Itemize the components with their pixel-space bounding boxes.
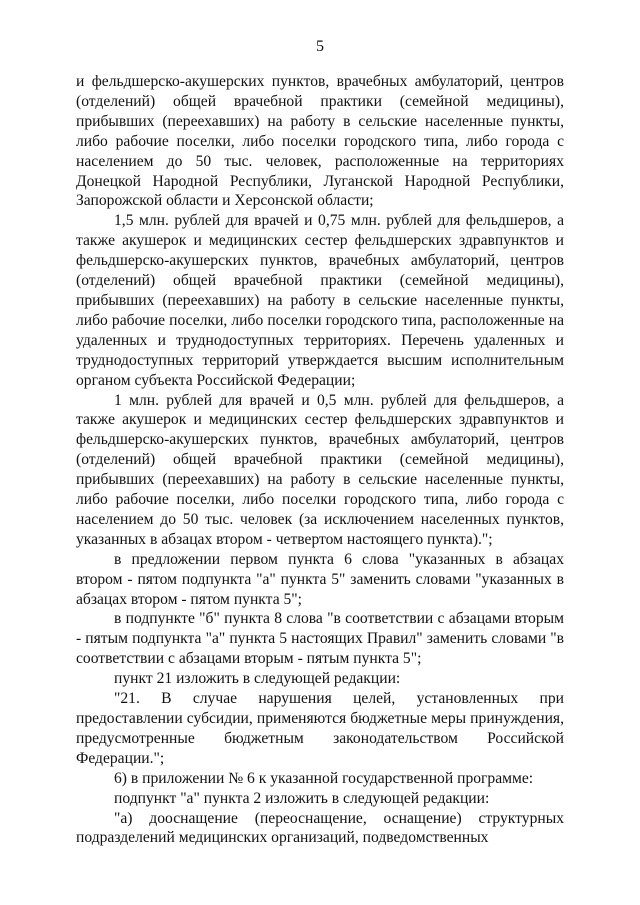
paragraph-punkt-8: в подпункте "б" пункта 8 слова "в соответствии с абзацами вторым - пятым подпункта "а" пункта 5 настоящих Правил" заменить словами "в соответствии с абзацами вторым - пятым пункта 5"; xyxy=(76,610,564,668)
page-number: 5 xyxy=(316,38,324,55)
paragraph-podpunkt-a: подпункт "а" пункта 2 изложить в следующей редакции: xyxy=(114,789,490,807)
paragraph-punkt-21: пункт 21 изложить в следующей редакции: xyxy=(114,670,401,688)
document-body xyxy=(76,72,564,848)
paragraph-1-5-mln: 1,5 млн. рублей для врачей и 0,75 млн. рублей для фельдшеров, а также акушерок и медицинских сестер фельдшерских здравпунктов и фельдшерско-акушерских пунктов, врачебных амбулаторий, центров (отделений) общей врачебной практики (семейной медицины), прибывших (переехавших) на работу в сельские населенные пункты, либо рабочие поселки, либо поселки городского типа, расположенные на удаленных и труднодоступных территориях. Перечень удаленных и труднодоступных территорий утверждается высшим исполнительным органом субъекта Российской Федерации; xyxy=(76,212,564,389)
paragraph-1-mln: 1 млн. рублей для врачей и 0,5 млн. рублей для фельдшеров, а также акушерок и медицинских сестер фельдшерских здравпунктов и фельдшерско-акушерских пунктов, врачебных амбулаторий, центров (отделений) общей врачебной практики (семейной медицины), прибывших (переехавших) на работу в сельские населенные пункты, либо рабочие поселки, либо поселки городского типа, либо города с населением до 50 тыс. человек (за исключением населенных пунктов, указанных в абзацах втором - четвертом настоящего пункта)."; xyxy=(76,391,564,548)
paragraph-doosnashchenie: "а) дооснащение (переоснащение, оснащение) структурных подразделений медицинских организаций, подведомственных xyxy=(76,809,564,847)
paragraph-punkt-6: в предложении первом пункта 6 слова "указанных в абзацах втором - пятом подпункта "а" пункта 5" заменить словами "указанных в абзацах втором - пятом пункта 5"; xyxy=(76,550,564,608)
paragraph-continuation: и фельдшерско-акушерских пунктов, врачебных амбулаторий, центров (отделений) общей врачебной практики (семейной медицины), прибывших (переехавших) на работу в сельские населенные пункты, либо рабочие поселки, либо поселки городского типа, либо города с населением до 50 тыс. человек, расположенные на территориях Донецкой Народной Республики, Луганской Народной Республики, Запорожской области и Херсонской области; xyxy=(76,73,564,210)
paragraph-21-text: "21. В случае нарушения целей, установленных при предоставлении субсидии, применяются бюджетные меры принуждения, предусмотренные бюджетным законодательством Российской Федерации."; xyxy=(76,690,564,767)
paragraph-prilozhenie-6: 6) в приложении № 6 к указанной государственной программе: xyxy=(114,769,534,787)
